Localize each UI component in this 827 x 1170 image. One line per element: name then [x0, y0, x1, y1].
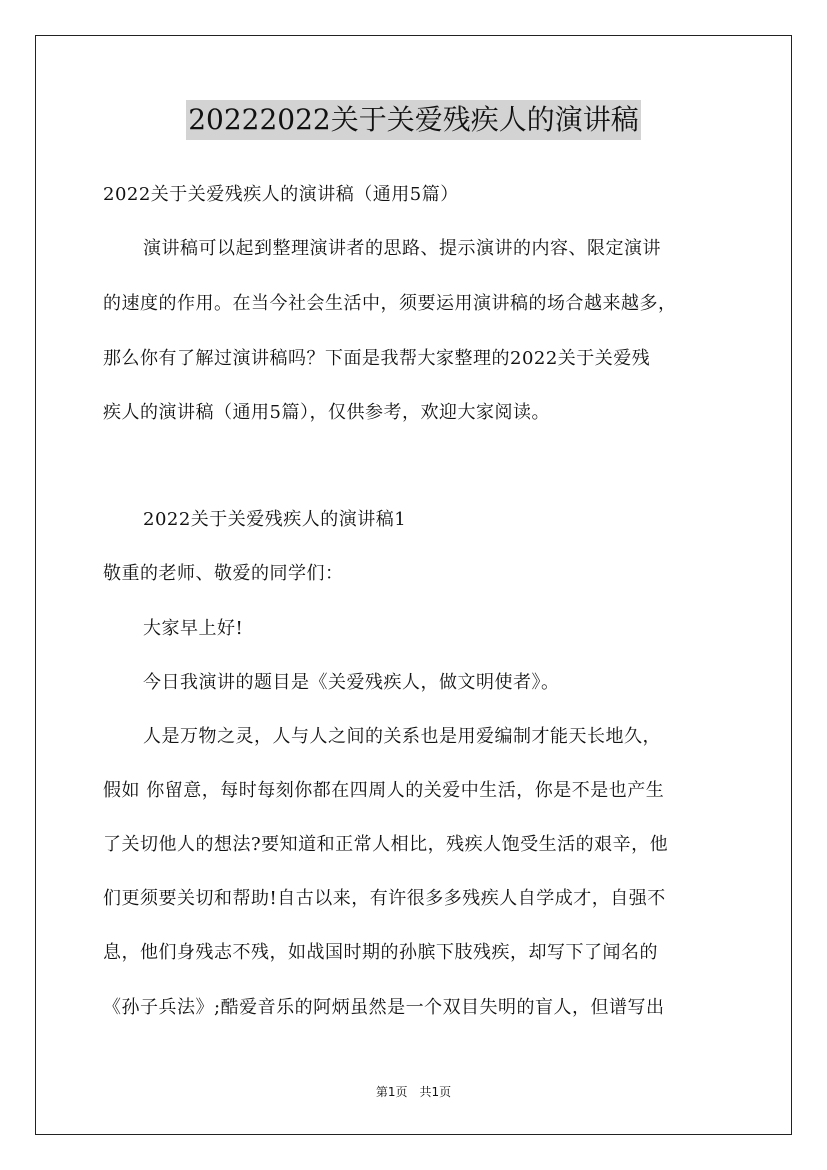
intro-line: 的速度的作用。在当今社会生活中，须要运用演讲稿的场合越来越多， — [103, 293, 677, 314]
intro-line: 那么你有了解过演讲稿吗？下面是我帮大家整理的2022关于关爱残 — [103, 348, 651, 369]
section-heading: 2022关于关爱残疾人的演讲稿1 — [143, 509, 407, 530]
title-container — [0, 100, 827, 140]
salutation: 敬重的老师、敬爱的同学们： — [103, 563, 344, 584]
body-line: 息，他们身残志不残，如战国时期的孙膑下肢残疾，却写下了闻名的 — [103, 942, 658, 963]
intro-line: 疾人的演讲稿（通用5篇），仅供参考，欢迎大家阅读。 — [103, 402, 550, 423]
greeting: 大家早上好! — [143, 618, 244, 639]
page-footer: 第1页 共1页 — [375, 1085, 452, 1099]
body-line: 人是万物之灵，人与人之间的关系也是用爱编制才能天长地久， — [143, 726, 661, 747]
topic-line: 今日我演讲的题目是《关爱残疾人，做文明使者》。 — [143, 672, 560, 693]
body-line: 假如 你留意，每时每刻你都在四周人的关爱中生活，你是不是也产生 — [103, 780, 665, 801]
body-line: 《孙子兵法》;酷爱音乐的阿炳虽然是一个双目失明的盲人，但谱写出 — [103, 997, 665, 1018]
body-line: 了关切他人的想法?要知道和正常人相比，残疾人饱受生活的艰辛，他 — [103, 834, 669, 855]
body-line: 们更须要关切和帮助!自古以来，有许很多多残疾人自学成才，自强不 — [103, 888, 666, 909]
intro-line: 演讲稿可以起到整理演讲者的思路、提示演讲的内容、限定演讲 — [143, 238, 661, 259]
document-title: 20222022关于关爱残疾人的演讲稿 — [186, 100, 641, 140]
document-subtitle: 2022关于关爱残疾人的演讲稿（通用5篇） — [103, 184, 459, 205]
